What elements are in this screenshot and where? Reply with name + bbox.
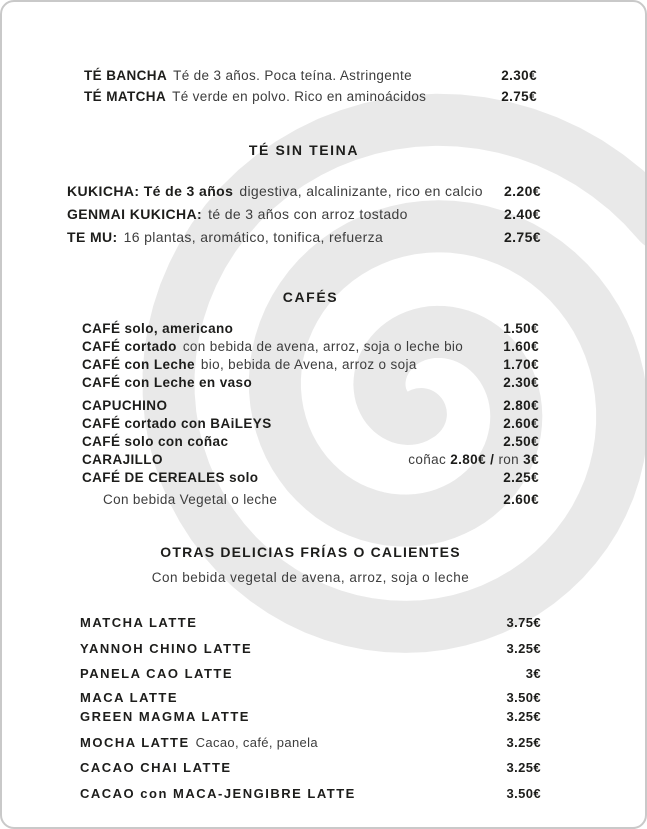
menu-item bbox=[84, 65, 537, 86]
menu-item bbox=[80, 761, 541, 775]
item-price: 2.40€ bbox=[503, 206, 541, 222]
item-price: 3.25€ bbox=[506, 709, 541, 724]
menu-item bbox=[82, 433, 539, 451]
item-name: CAFÉ solo con coñac bbox=[82, 434, 229, 449]
section-items bbox=[67, 180, 541, 249]
item-name: CAFÉ con Leche en vaso bbox=[82, 375, 253, 390]
menu-item bbox=[80, 787, 541, 801]
item-price: 3.25€ bbox=[506, 760, 541, 775]
menu-item bbox=[80, 710, 541, 724]
item-price: 2.60€ bbox=[503, 416, 539, 431]
item-name: CAPUCHINO bbox=[82, 398, 168, 413]
item-price: 3€ bbox=[525, 666, 541, 681]
item-price: 2.30€ bbox=[501, 68, 537, 83]
item-name: TÉ MATCHA Té verde en polvo. Rico en aminoácidos bbox=[84, 89, 427, 104]
item-name: MATCHA LATTE bbox=[80, 615, 198, 630]
item-name: CAFÉ cortado con BAiLEYS bbox=[82, 416, 272, 431]
menu-item bbox=[82, 320, 539, 338]
item-name: CACAO CHAI LATTE bbox=[80, 760, 232, 775]
menu-item bbox=[82, 469, 539, 487]
menu-item bbox=[82, 374, 539, 392]
item-price: 3.50€ bbox=[506, 786, 541, 801]
item-price: 3.25€ bbox=[506, 641, 541, 656]
item-price: 2.25€ bbox=[503, 470, 539, 485]
section-otras-delicias bbox=[2, 545, 645, 801]
item-price: 1.50€ bbox=[503, 321, 539, 336]
item-name: CAFÉ solo, americano bbox=[82, 321, 234, 336]
item-price: 2.75€ bbox=[503, 229, 541, 245]
menu-item bbox=[80, 736, 541, 750]
item-name: PANELA CAO LATTE bbox=[80, 666, 234, 681]
section-items bbox=[82, 320, 539, 509]
item-name: CARAJILLO bbox=[82, 452, 163, 467]
menu-content bbox=[2, 2, 645, 801]
section-heading: OTRAS DELICIAS FRÍAS O CALIENTES bbox=[160, 544, 461, 560]
section-heading: TÉ SIN TEINA bbox=[248, 142, 360, 158]
menu-item bbox=[80, 616, 541, 630]
item-name: MOCHA LATTE Cacao, café, panela bbox=[80, 735, 318, 750]
item-name: MACA LATTE bbox=[80, 690, 179, 705]
menu-item bbox=[67, 180, 541, 203]
item-price: 2.20€ bbox=[503, 183, 541, 199]
item-price: 3.75€ bbox=[506, 615, 541, 630]
item-name: GREEN MAGMA LATTE bbox=[80, 709, 250, 724]
item-name: CAFÉ cortado con bebida de avena, arroz, soja o leche bio bbox=[82, 339, 464, 354]
menu-item bbox=[82, 415, 539, 433]
menu-subitem bbox=[82, 491, 539, 509]
section-te-sin-teina bbox=[2, 143, 645, 249]
menu-item bbox=[82, 338, 539, 356]
item-name: CAFÉ DE CEREALES solo bbox=[82, 470, 259, 485]
item-name: Con bebida Vegetal o leche bbox=[103, 492, 278, 507]
menu-item bbox=[84, 86, 537, 107]
item-price: 2.80€ bbox=[503, 398, 539, 413]
section-subtitle: Con bebida vegetal de avena, arroz, soja o leche bbox=[151, 570, 470, 585]
menu-item bbox=[80, 667, 541, 681]
menu-item bbox=[82, 397, 539, 415]
menu-item bbox=[67, 226, 541, 249]
item-price: 3.25€ bbox=[506, 735, 541, 750]
item-price: 3.50€ bbox=[506, 690, 541, 705]
item-name: TE MU: 16 plantas, aromático, tonifica, refuerza bbox=[67, 229, 384, 245]
item-price: 2.30€ bbox=[503, 375, 539, 390]
menu-item bbox=[67, 203, 541, 226]
item-price: coñac 2.80€ / ron 3€ bbox=[408, 452, 539, 467]
item-price: 1.60€ bbox=[503, 339, 539, 354]
menu-item-carajillo bbox=[82, 451, 539, 469]
item-price: 2.75€ bbox=[501, 89, 537, 104]
item-price: 2.50€ bbox=[503, 434, 539, 449]
section-cafes bbox=[2, 290, 645, 509]
item-name: CACAO con MACA-JENGIBRE LATTE bbox=[80, 786, 356, 801]
item-price: 2.60€ bbox=[503, 492, 539, 507]
item-name: TÉ BANCHA Té de 3 años. Poca teína. Astringente bbox=[84, 68, 412, 83]
item-name: YANNOH CHINO LATTE bbox=[80, 641, 253, 656]
menu-item bbox=[80, 642, 541, 656]
section-items bbox=[80, 616, 541, 801]
item-price: 1.70€ bbox=[503, 357, 539, 372]
item-name: KUKICHA: Té de 3 años digestiva, alcalinizante, rico en calcio bbox=[67, 183, 483, 199]
section-heading: CAFÉS bbox=[282, 289, 339, 305]
item-name: GENMAI KUKICHA: té de 3 años con arroz tostado bbox=[67, 206, 408, 222]
menu-item bbox=[82, 356, 539, 374]
item-name: CAFÉ con Leche bio, bebida de Avena, arroz o soja bbox=[82, 357, 417, 372]
section-tea-top bbox=[2, 2, 645, 107]
menu-item bbox=[80, 691, 541, 705]
